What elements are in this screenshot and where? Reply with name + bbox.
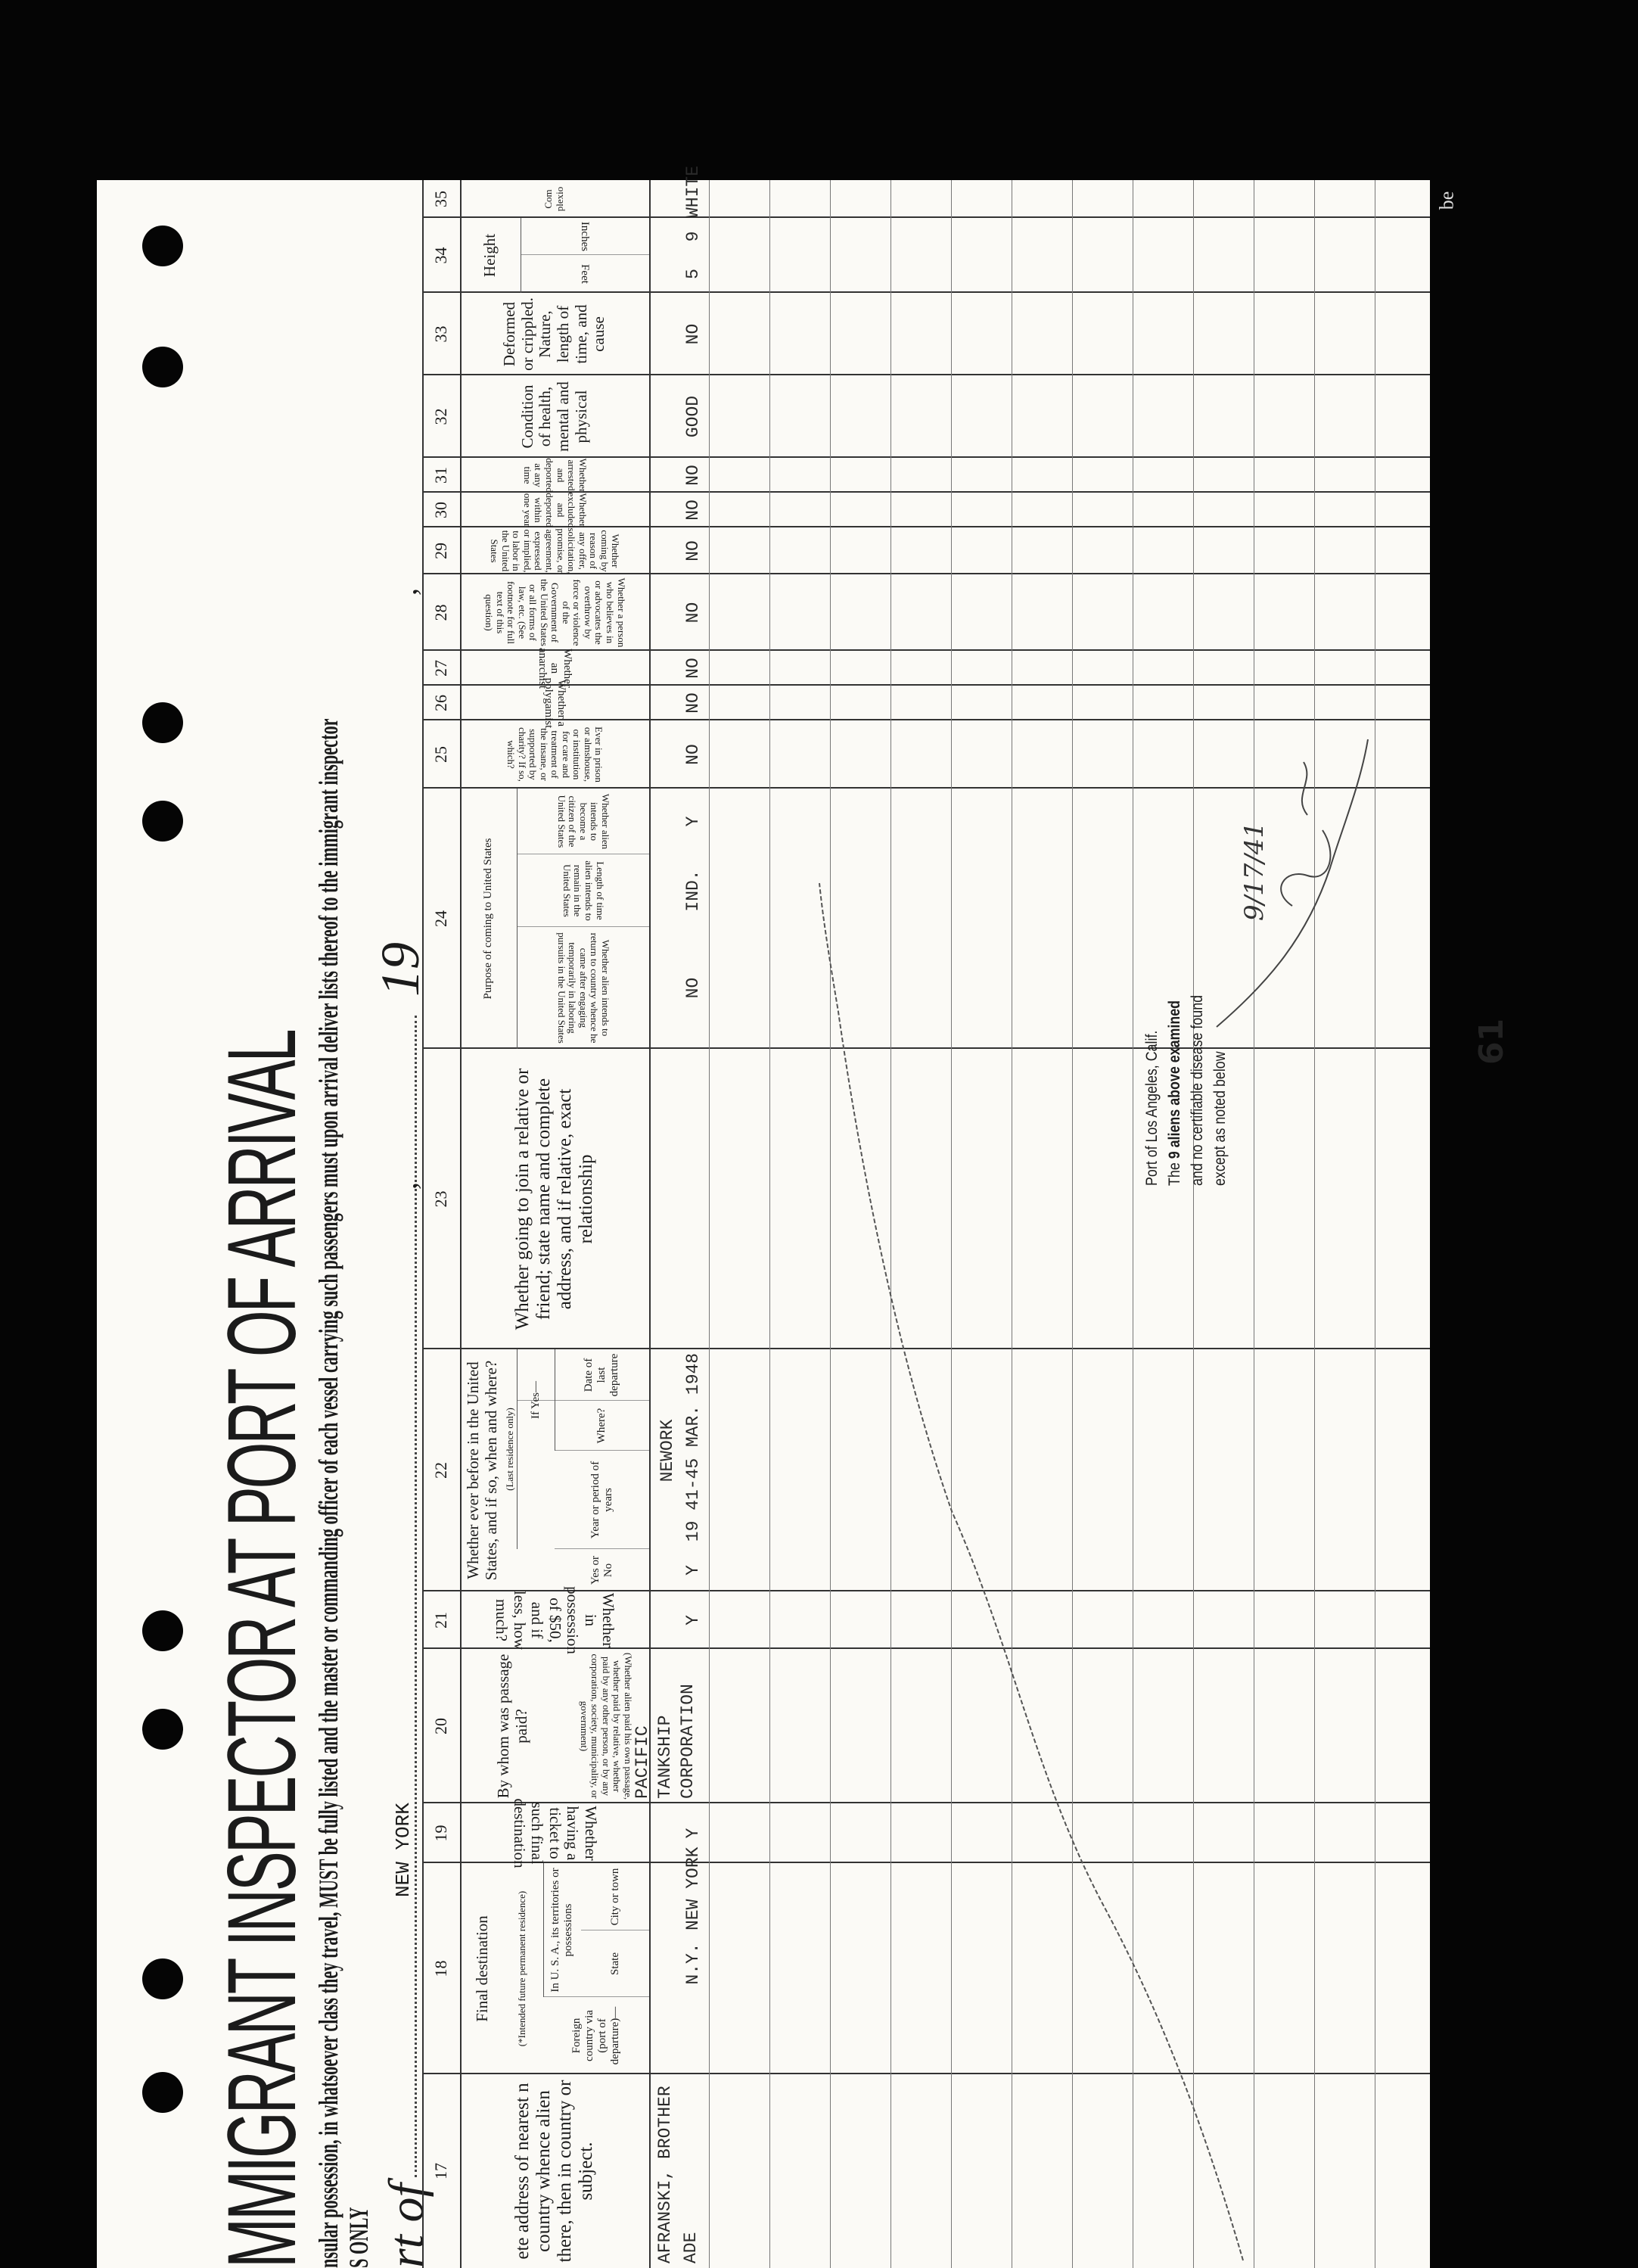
col-number: 30	[431, 502, 450, 518]
entry-c31: NO	[683, 465, 703, 486]
row-rule	[1193, 180, 1194, 2268]
col22-header: Whether ever before in the United States, and if so, when and where?	[464, 1360, 500, 1581]
col22-date: Date of last departure	[583, 1353, 620, 1397]
port-comma: ,	[389, 1182, 423, 1190]
col22-where: Where?	[595, 1408, 608, 1444]
row-rule	[890, 180, 891, 2268]
form-instruction-2: S ONLY	[343, 2207, 374, 2268]
stamp-count: 9	[1166, 1151, 1183, 1159]
col18-header: Final destination	[473, 1915, 492, 2022]
col-number: 26	[431, 695, 450, 711]
col25-header: Ever in prison or almshouse, or institution for care and treatment of the insane, or supported by charity? If so, which?	[505, 726, 605, 782]
col-number: 28	[431, 604, 450, 621]
entry-c22-where: NEWORK	[657, 1419, 677, 1482]
entry-c22-date: MAR. 1948	[683, 1352, 703, 1448]
col-number: 27	[431, 660, 450, 677]
col34-inches: Inches	[579, 221, 592, 252]
manifest-page	[97, 165, 1511, 2268]
entry-c24-return: NO	[683, 977, 703, 999]
col18-state: State	[608, 1952, 621, 1975]
entry-c33: NO	[683, 323, 703, 345]
col19-header: Whether having a ticket to such final destination	[510, 1798, 600, 1868]
col22-ifyes: If Yes—	[529, 1381, 542, 1420]
entry-c20-line3: CORPORATION	[678, 1684, 698, 1799]
col28-header: Whether a person who believes in or advocates the overthrow by force or violence of the Government of the United States or all forms of law, etc. (See footnote for full text of this question)	[483, 577, 627, 648]
col-number: 17	[431, 2163, 450, 2179]
entry-c18-city: NEW YORK	[683, 1846, 703, 1930]
col-number: 33	[431, 325, 450, 343]
stamp-aliens: aliens above examined	[1166, 1000, 1183, 1148]
col33-header: Deformed or crippled. Nature, length of time, and cause	[500, 297, 608, 371]
col-number: 25	[431, 746, 450, 763]
col24-length: Length of time alien intends to remain in the United States	[561, 860, 606, 921]
row-rule	[830, 180, 831, 2268]
col-number: 23	[431, 1190, 450, 1208]
col-number: 22	[431, 1462, 450, 1479]
col29-header: Whether coming by reason of any offer, solicitation, promise, or agreement, expressed or implied, to labor in the United States	[489, 527, 622, 574]
entry-c21: Y	[683, 1615, 703, 1626]
col18-usa: In U. S. A., its territories or possessions	[549, 1868, 574, 1993]
col-number: 18	[431, 1960, 450, 1977]
binder-hole	[142, 2072, 183, 2113]
entry-c18-state: N.Y.	[683, 1943, 703, 1985]
col21-header: Whether in possession of $50, and if less, how much?	[493, 1586, 618, 1654]
row-rule	[1314, 180, 1315, 2268]
entry-c34-inches: 9	[683, 231, 703, 242]
entry-c28: NO	[683, 602, 703, 624]
stamp-line3: and no certifiable disease found	[1189, 994, 1206, 1186]
date-comma: ,	[389, 588, 423, 596]
col24-return: Whether alien intends to return to country whence he came after engaging temporarily in laboring pursuits in the United States	[555, 932, 611, 1044]
col-number: 31	[431, 467, 450, 484]
entry-c20-line2: TANKSHIP	[655, 1715, 675, 1799]
rotated-form	[97, 165, 1511, 2268]
entry-c35: WHITE	[683, 165, 703, 218]
col22-subheader: (Last residence only)	[503, 1408, 515, 1491]
signature-scrawl	[1281, 762, 1330, 906]
col35-header: Com plexio	[542, 186, 565, 212]
entry-c27: NO	[683, 658, 703, 679]
col-number: 24	[431, 910, 450, 927]
binder-hole	[142, 1709, 183, 1750]
entry-c29: NO	[683, 540, 703, 562]
form-title: MMIGRANT INSPECTOR AT PORT OF ARRIVAL	[208, 1031, 316, 2268]
stamp-line4: except as noted below	[1211, 1051, 1229, 1186]
handwritten-page-number: 61	[1472, 1018, 1511, 1065]
entry-c17-line2: ADE	[681, 2232, 701, 2263]
year-label: 19	[370, 942, 430, 997]
col20-subheader: (Whether alien paid his own passage, whether paid by relative, whether paid by any other person, or by any corporation, society, municipality, or government)	[578, 1652, 634, 1800]
col34-feet: Feet	[579, 264, 592, 284]
col18-city: City or town	[608, 1868, 621, 1926]
entry-c20-line1: PACIFIC	[633, 1725, 652, 1799]
col26-header: Whether a polygamist	[542, 677, 567, 729]
col-number: 19	[431, 1825, 450, 1842]
col17-header: ete address of nearest n country whence alien there, then in country or subject.	[512, 2080, 596, 2263]
entry-c17-line1: AFRANSKI, BROTHER	[655, 2086, 675, 2263]
col-number: 34	[431, 247, 450, 264]
row-rule	[951, 180, 952, 2268]
binder-hole	[142, 702, 183, 743]
col30-header: Whether excluded and deported within one year	[521, 492, 589, 528]
binder-hole	[142, 347, 183, 387]
binder-hole	[142, 801, 183, 842]
entry-c22-year: 19 41-45	[683, 1458, 703, 1542]
col27-header: Whether an anarchist	[536, 647, 574, 689]
col-number: 35	[431, 191, 450, 207]
corner-mark: be	[1435, 191, 1458, 210]
row-rule	[709, 180, 710, 2268]
entry-c34-feet: 5	[683, 269, 703, 279]
col24-citizen: Whether alien intends to become a citizen of the United States	[555, 793, 611, 850]
stamp-line2	[1164, 995, 1186, 1186]
entry-c24-citizen: Y	[683, 816, 703, 827]
entry-c32: GOOD	[683, 395, 703, 438]
port-value: NEW YORK	[392, 1803, 415, 1897]
col-number: 29	[431, 543, 450, 559]
port-dotted-line	[415, 1016, 417, 2177]
form-instruction: nsular possession, in whatsoever class they travel, MUST be fully listed and the master or commanding officer of each vessel carrying such passengers must upon arrival deliver lists thereof to the immigrant inspector	[313, 718, 343, 2268]
row-rule	[769, 180, 770, 2268]
col23-header: Whether going to join a relative or friend; state name and complete address, and if relative, exact relationship	[512, 1068, 596, 1330]
header-bottom-rule	[649, 180, 651, 2268]
stamp-line1: Port of Los Angeles, Calif.	[1143, 1030, 1161, 1186]
col24-header: Purpose of coming to United States	[482, 838, 495, 1000]
col-number: 21	[431, 1612, 450, 1629]
entry-c19: Y	[683, 1828, 703, 1839]
col34-header: Height	[480, 233, 499, 278]
binder-hole	[142, 226, 183, 266]
entry-c26: NO	[683, 692, 703, 714]
col18-subheader: (*Intended future permanent residence)	[516, 1890, 528, 2047]
col22-yesno: Yes or No	[589, 1555, 614, 1585]
col18-foreign: Foreign country via (port of departure)—	[570, 2006, 621, 2065]
port-label: rt of	[379, 2183, 434, 2268]
binder-hole	[142, 1610, 183, 1651]
entry-c24-length: IND.	[683, 870, 703, 912]
col31-header: Whether arrested and deported at any time	[521, 458, 589, 493]
inspection-stamp	[1141, 995, 1232, 1186]
row-rule	[1072, 180, 1073, 2268]
entry-c22-yesno: Y	[683, 1565, 703, 1576]
stamp-the: The	[1166, 1162, 1183, 1186]
entry-c30: NO	[683, 499, 703, 521]
col20-header: By whom was passage paid?	[494, 1654, 530, 1799]
manifest-table	[422, 165, 1511, 2268]
col-number: 20	[431, 1718, 450, 1734]
col-number: 32	[431, 408, 450, 425]
col32-header: Condition of health, mental and physical	[518, 381, 590, 452]
handwritten-date: 9/17/41	[1239, 821, 1270, 921]
col22-year: Year or period of years	[589, 1461, 614, 1539]
binder-hole	[142, 1958, 183, 1999]
entry-c25: NO	[683, 744, 703, 765]
